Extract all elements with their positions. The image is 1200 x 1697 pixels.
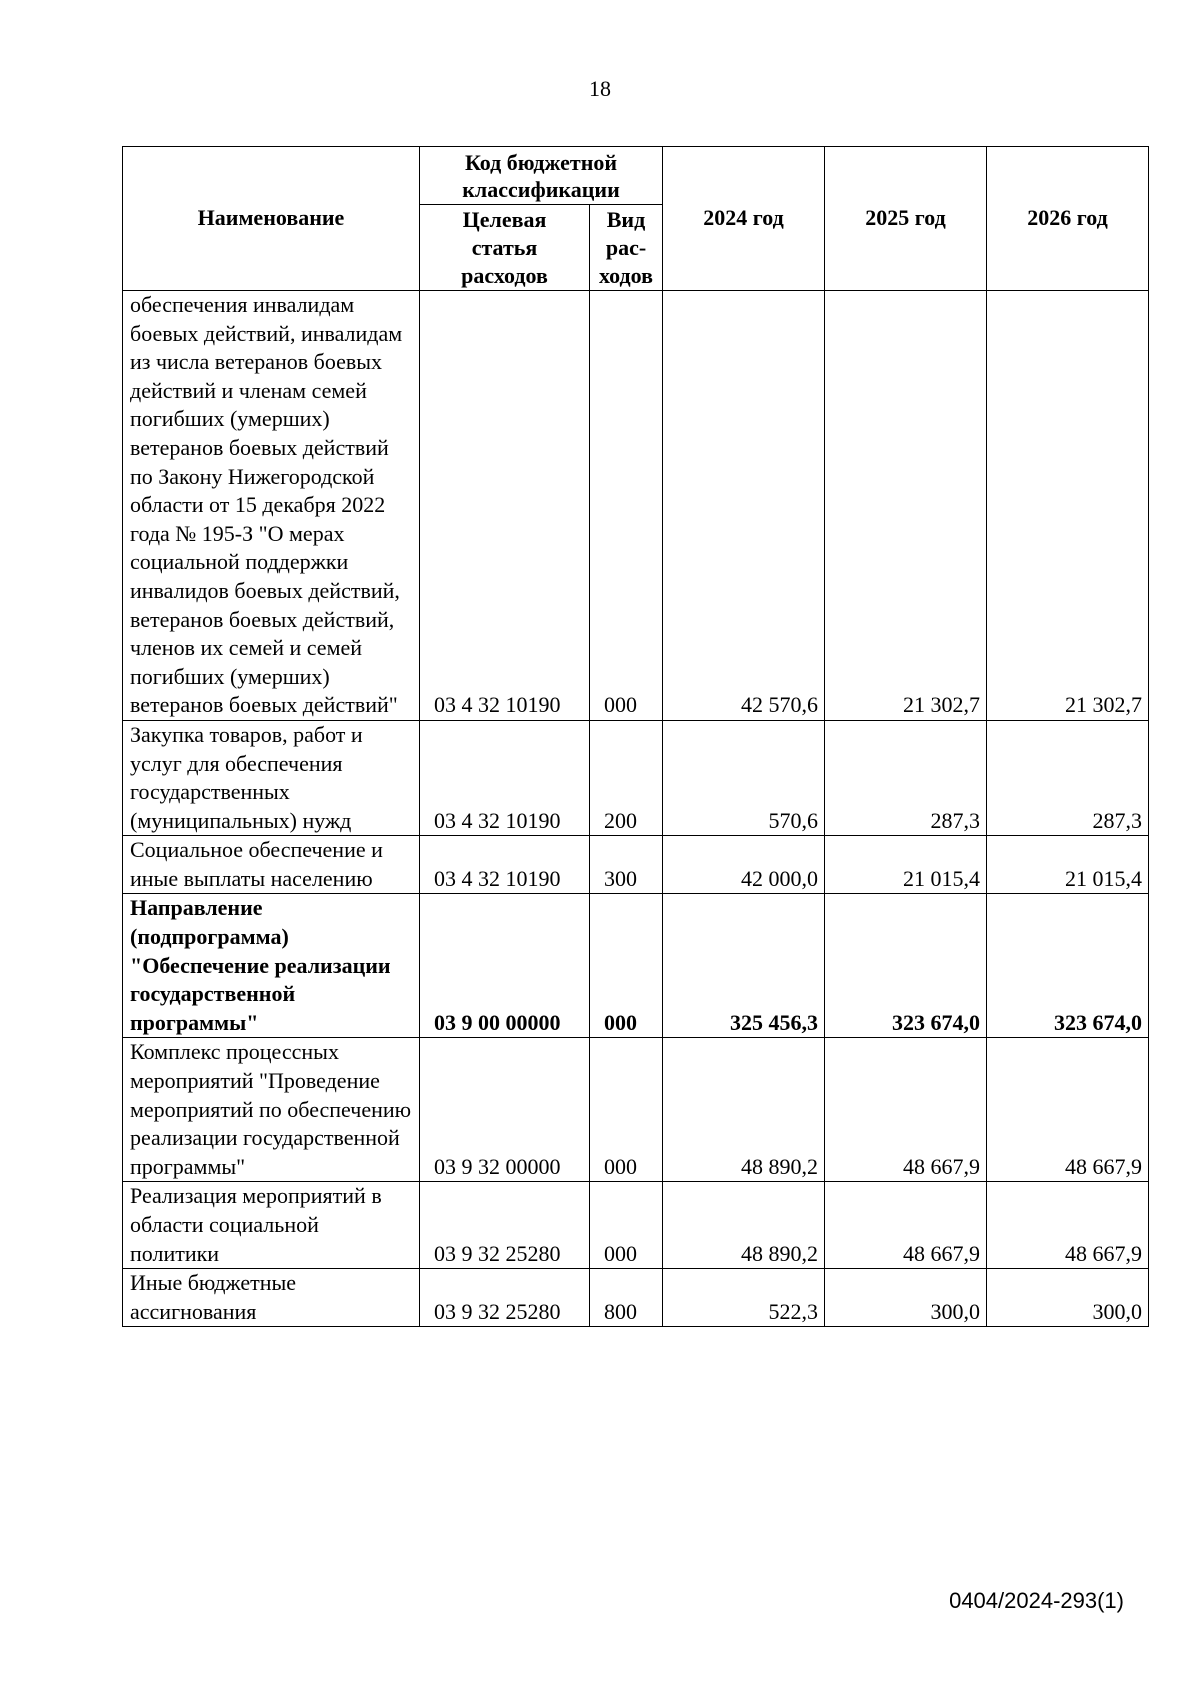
row-code-cell: 03 4 32 10190 xyxy=(420,836,590,894)
row-name-cell: Иные бюджетные ассигнования xyxy=(123,1269,420,1327)
row-code-cell: 03 9 32 00000 xyxy=(420,1038,590,1182)
table-row xyxy=(123,1269,1149,1327)
row-type-cell: 000 xyxy=(590,1182,663,1269)
row-2024-cell: 48 890,2 xyxy=(663,1182,825,1269)
row-code-cell: 03 9 32 25280 xyxy=(420,1182,590,1269)
row-type-cell: 300 xyxy=(590,836,663,894)
row-2026-cell: 287,3 xyxy=(987,720,1149,835)
row-2025-cell: 323 674,0 xyxy=(825,894,987,1038)
row-2024-cell: 42 570,6 xyxy=(663,291,825,721)
table-header xyxy=(123,147,1149,291)
row-2025-cell: 48 667,9 xyxy=(825,1038,987,1182)
row-2025-cell: 300,0 xyxy=(825,1269,987,1327)
row-2025-cell: 21 015,4 xyxy=(825,836,987,894)
row-type-cell: 000 xyxy=(590,1038,663,1182)
row-name-cell: Социальное обеспечение и иные выплаты населению xyxy=(123,836,420,894)
header-expense-type: Вид рас-ходов xyxy=(590,205,663,291)
row-2026-cell: 21 015,4 xyxy=(987,836,1149,894)
row-2024-cell: 325 456,3 xyxy=(663,894,825,1038)
row-2025-cell: 21 302,7 xyxy=(825,291,987,721)
row-code-cell: 03 9 00 00000 xyxy=(420,894,590,1038)
row-2026-cell: 21 302,7 xyxy=(987,291,1149,721)
table-row xyxy=(123,1182,1149,1269)
row-name-cell: Реализация мероприятий в области социальной политики xyxy=(123,1182,420,1269)
header-name: Наименование xyxy=(123,147,420,291)
row-2025-cell: 287,3 xyxy=(825,720,987,835)
row-name-cell: Закупка товаров, работ и услуг для обеспечения государственных (муниципальных) нужд xyxy=(123,720,420,835)
row-code-cell: 03 9 32 25280 xyxy=(420,1269,590,1327)
row-2026-cell: 323 674,0 xyxy=(987,894,1149,1038)
header-code-group: Код бюджетной классификации xyxy=(420,147,663,205)
table-body xyxy=(123,291,1149,1327)
row-code-cell: 03 4 32 10190 xyxy=(420,720,590,835)
header-2025: 2025 год xyxy=(825,147,987,291)
row-type-cell: 000 xyxy=(590,894,663,1038)
row-2024-cell: 570,6 xyxy=(663,720,825,835)
row-2024-cell: 42 000,0 xyxy=(663,836,825,894)
header-target-article: Целевая статья расходов xyxy=(420,205,590,291)
table-row xyxy=(123,291,1149,721)
row-name-cell: обеспечения инвалидам боевых действий, инвалидам из числа ветеранов боевых действий и членам семей погибших (умерших) ветеранов боевых действий по Закону Нижегородской области от 15 декабря 2022 года № 195-З "О мерах социальной поддержки инвалидов боевых действий, ветеранов боевых действий, членов их семей и семей погибших (умерших) ветеранов боевых действий" xyxy=(123,291,420,721)
row-2026-cell: 48 667,9 xyxy=(987,1182,1149,1269)
row-type-cell: 800 xyxy=(590,1269,663,1327)
row-2024-cell: 48 890,2 xyxy=(663,1038,825,1182)
row-2024-cell: 522,3 xyxy=(663,1269,825,1327)
header-2024: 2024 год xyxy=(663,147,825,291)
table-row xyxy=(123,894,1149,1038)
row-2026-cell: 48 667,9 xyxy=(987,1038,1149,1182)
row-type-cell: 200 xyxy=(590,720,663,835)
row-code-cell: 03 4 32 10190 xyxy=(420,291,590,721)
table-row xyxy=(123,1038,1149,1182)
document-code: 0404/2024-293(1) xyxy=(949,1588,1124,1613)
page-number: 18 xyxy=(589,76,611,101)
budget-table xyxy=(122,146,1149,1327)
header-2026: 2026 год xyxy=(987,147,1149,291)
row-name-cell: Направление (подпрограмма) "Обеспечение реализации государственной программы" xyxy=(123,894,420,1038)
table-row xyxy=(123,836,1149,894)
row-2025-cell: 48 667,9 xyxy=(825,1182,987,1269)
table-row xyxy=(123,720,1149,835)
row-type-cell: 000 xyxy=(590,291,663,721)
row-name-cell: Комплекс процессных мероприятий "Проведение мероприятий по обеспечению реализации государственной программы" xyxy=(123,1038,420,1182)
row-2026-cell: 300,0 xyxy=(987,1269,1149,1327)
